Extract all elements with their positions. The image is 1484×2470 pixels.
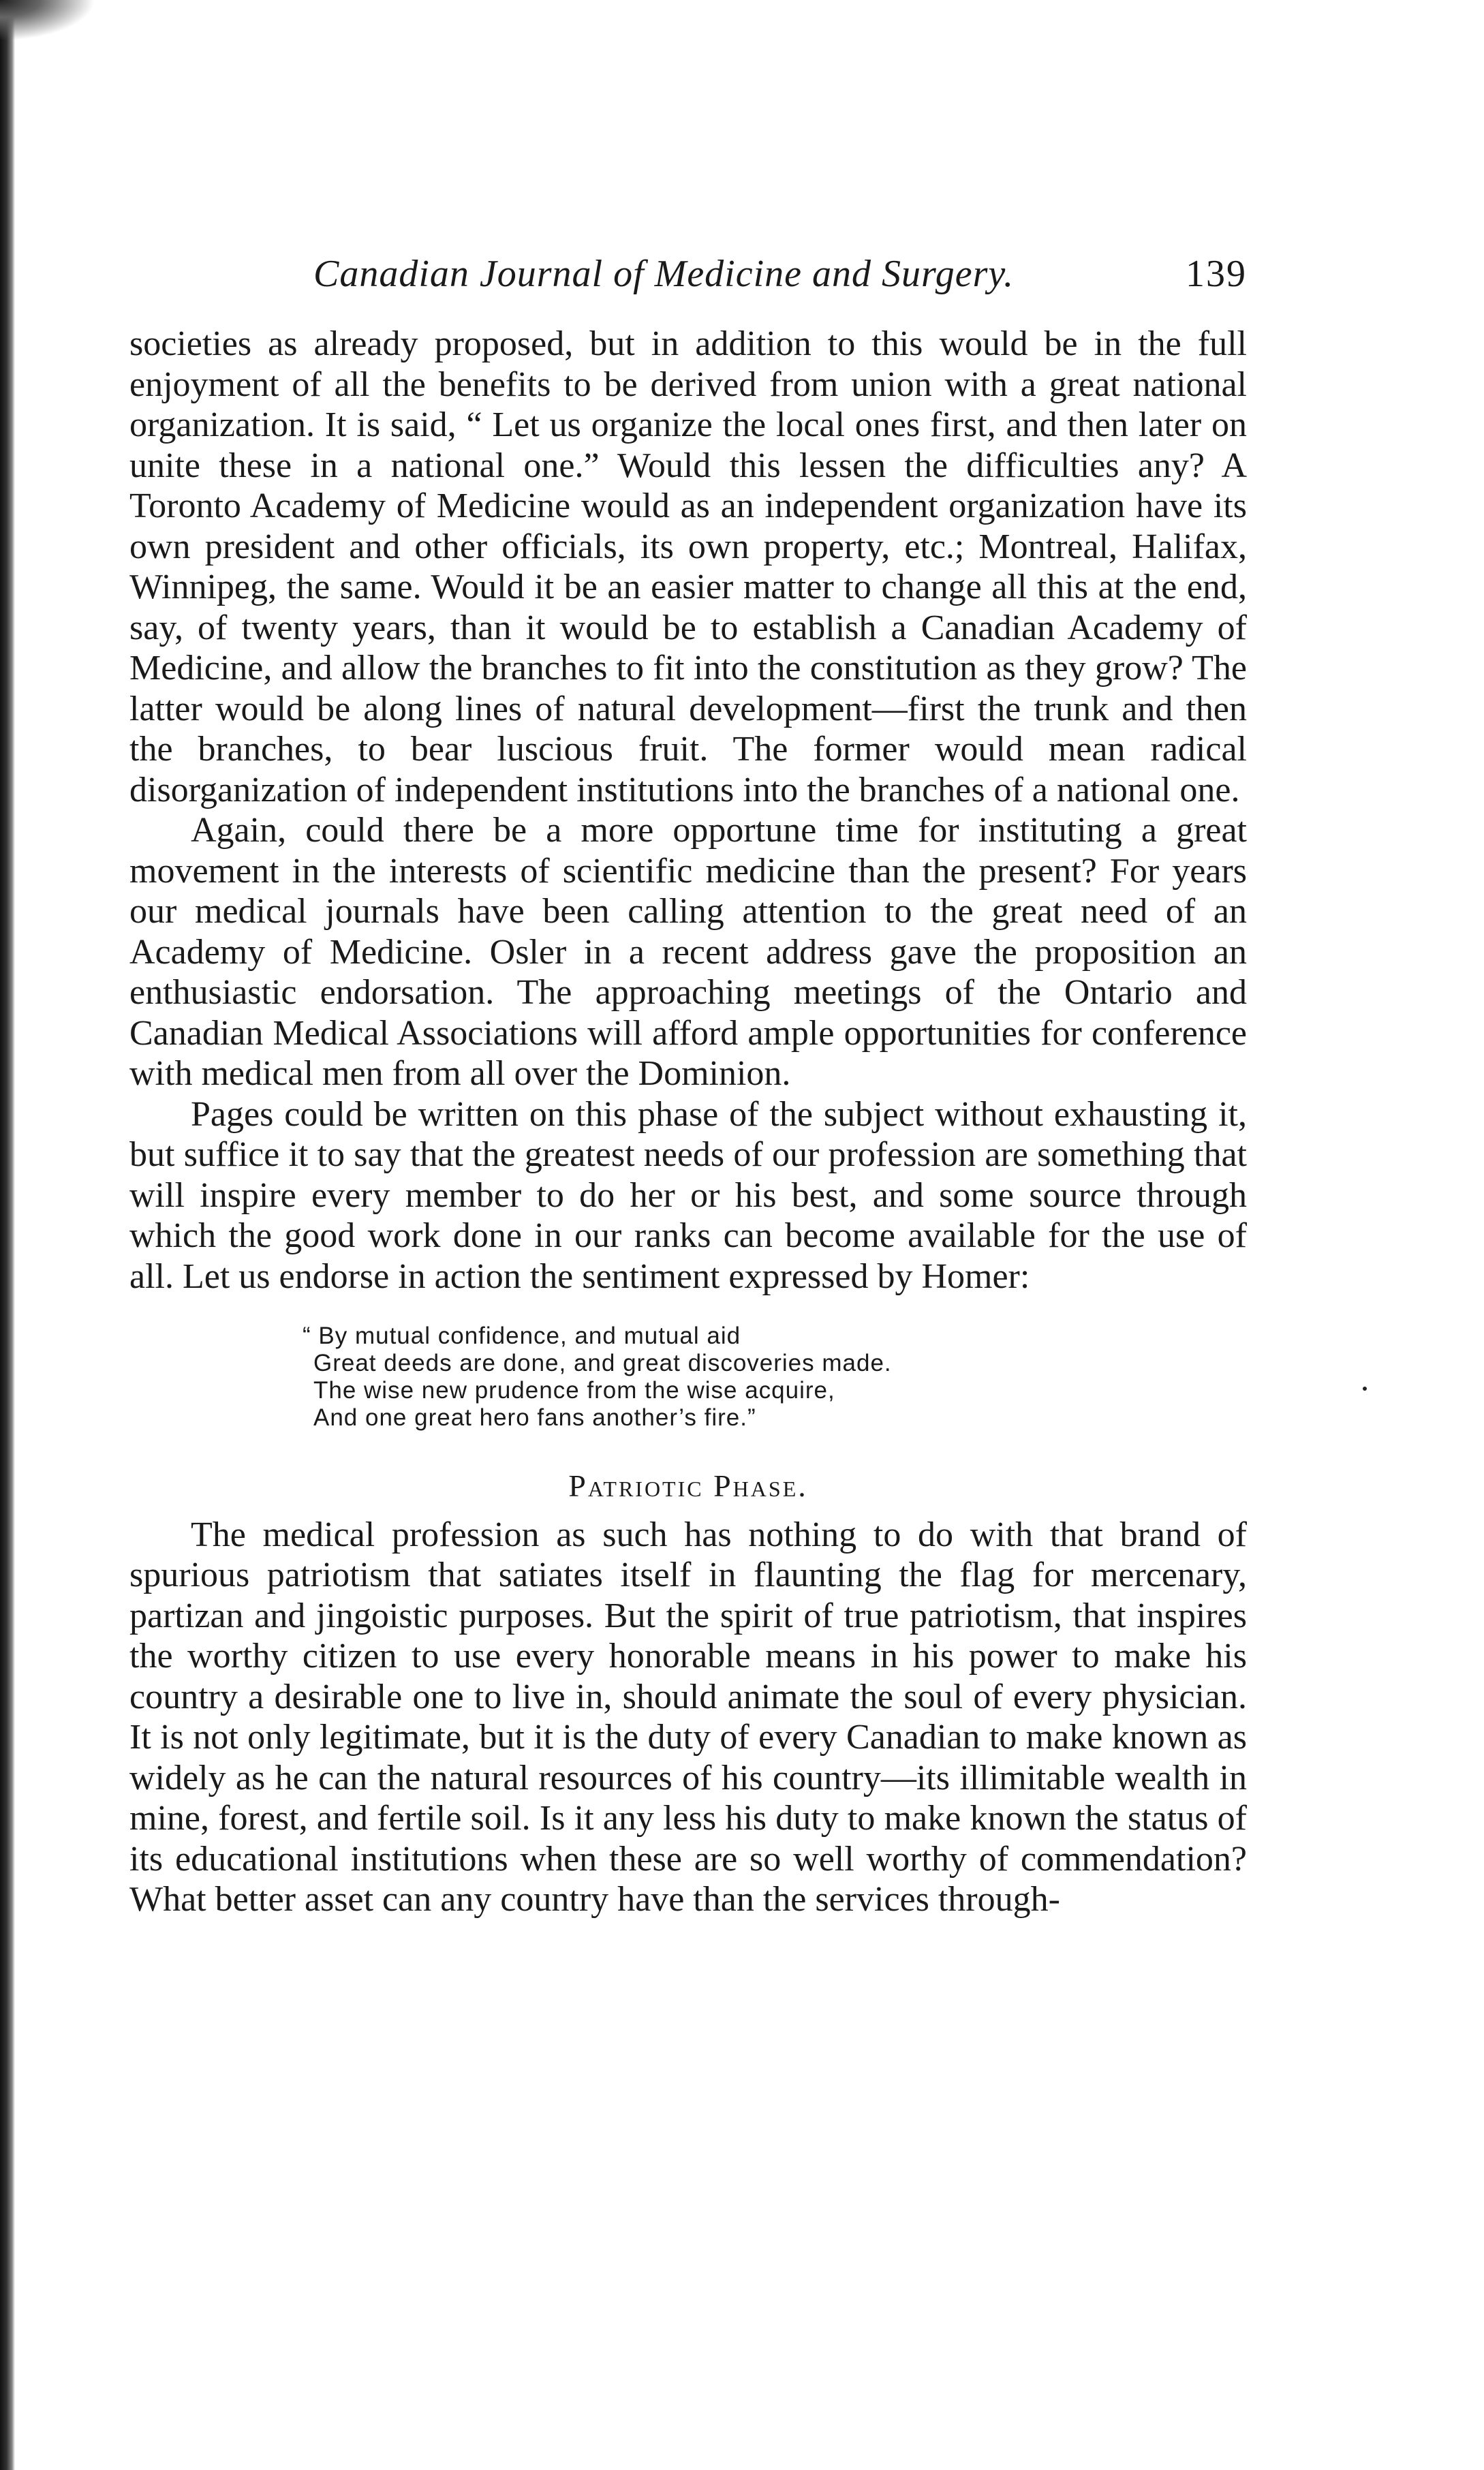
running-title: Canadian Journal of Medicine and Surgery. (313, 253, 1015, 295)
homer-quotation (303, 1323, 1247, 1432)
page-number: 139 (1186, 253, 1247, 295)
paragraph-greatest-needs: Pages could be written on this phase of the subject without exhausting it, but suffice it to say that the greatest needs of our profession are something that will inspire every member to do her or his best, and some source through which the good work done in our ranks can become available for the use of all. Let us endorse in action the sentiment expressed by Homer: (129, 1094, 1247, 1296)
section-heading: Patriotic Phase. (568, 1468, 808, 1503)
article-body (129, 324, 1247, 1920)
quote-line: The wise new prudence from the wise acquire, (313, 1377, 835, 1404)
page-header (129, 252, 1247, 307)
quote-line: And one great hero fans another’s fire.” (313, 1404, 756, 1431)
scan-corner-shadow (0, 0, 95, 41)
paragraph-opportune-time: Again, could there be a more opportune time for instituting a great movement in the interests of scientific medicine than the present? For years our medical journals have been calling attention to the great need of an Academy of Medicine. Osler in a recent address gave the proposition an enthusiastic endorsation. The approaching meetings of the Ontario and Canadian Medical Associations will afford ample opportunities for conference with medical men from all over the Dominion. (129, 811, 1247, 1093)
quote-line: Great deeds are done, and great discoveries made. (313, 1350, 892, 1376)
quote-line: “ By mutual confidence, and mutual aid (303, 1323, 741, 1349)
paragraph-continued: societies as already proposed, but in addition to this would be in the full enjoyment of all the benefits to be derived from union with a great national organization. It is said, “ Let us organize the local ones first, and then later on unite these in a national one.” Would this lessen the difficulties any? A Toronto Academy of Medicine would as an independent organization have its own president and other officials, its own property, etc.; Montreal, Halifax, Winnipeg, the same. Would it be an easier matter to change all this at the end, say, of twenty years, than it would be to establish a Canadian Academy of Medicine, and allow the branches to fit into the constitution as they grow? The latter would be along lines of natural development—first the trunk and then the branches, to bear luscious fruit. The former would mean radical disorganization of independent institutions into the branches of a national one. (129, 324, 1247, 809)
scan-page-edge (0, 0, 15, 2470)
scan-speck (1363, 1387, 1367, 1391)
paragraph-patriotic-phase: The medical profession as such has nothing to do with that brand of spurious patriotism that satiates itself in flaunting the flag for mercenary, partizan and jingoistic purposes. But the spirit of true patriotism, that inspires the worthy citizen to use every honorable means in his power to make his country a desirable one to live in, should animate the soul of every physician. It is not only legitimate, but it is the duty of every Canadian to make known as widely as he can the natural resources of his country—its illimitable wealth in mine, forest, and fertile soil. Is it any less his duty to make known the status of its educational institutions when these are so well worthy of commendation? What better asset can any country have than the services through- (129, 1515, 1247, 1919)
